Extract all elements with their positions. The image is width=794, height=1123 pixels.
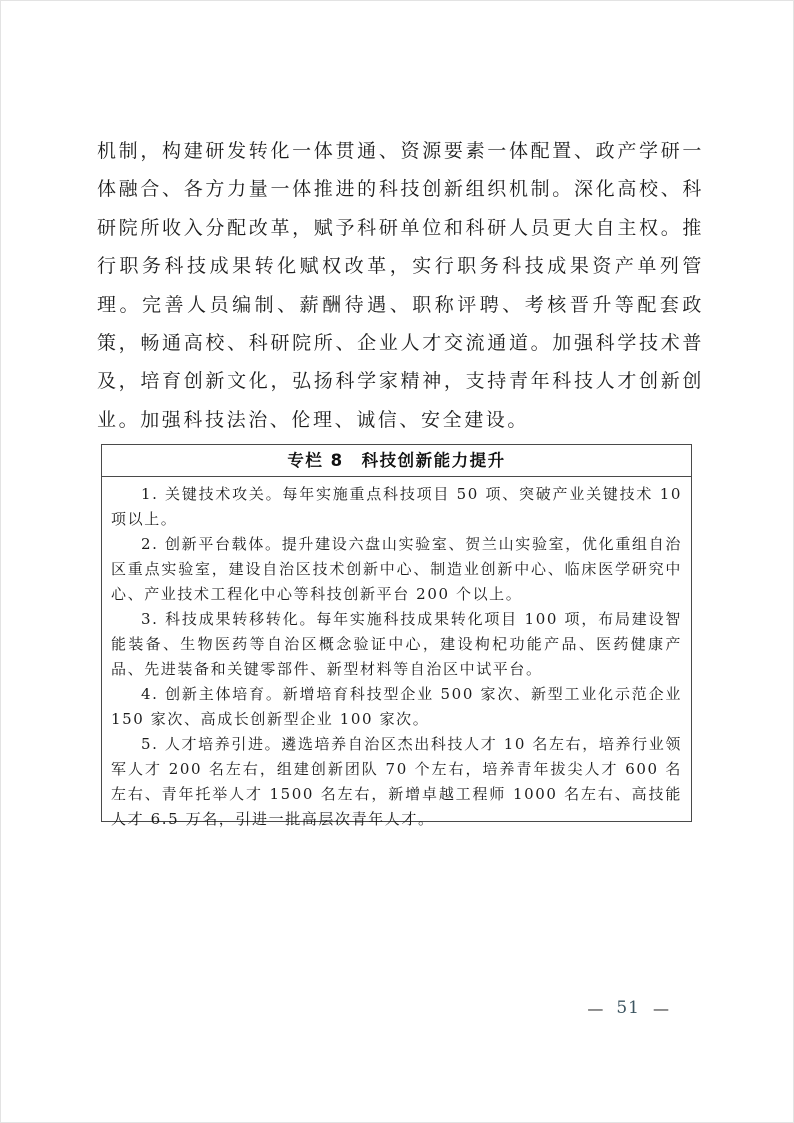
footer-dash-left: — — [587, 998, 604, 1018]
callout-box-title: 专栏 8 科技创新能力提升 — [102, 445, 691, 477]
callout-item-3: 3. 科技成果转移转化。每年实施科技成果转化项目 100 项，布局建设智能装备、生物医药等自治区概念验证中心，建设枸杞功能产品、医药健康产品、先进装备和关键零部件、新型材料等自治区中试平台。 — [111, 610, 682, 678]
callout-item-2: 2. 创新平台载体。提升建设六盘山实验室、贺兰山实验室，优化重组自治区重点实验室，建设自治区技术创新中心、制造业创新中心、临床医学研究中心、产业技术工程化中心等科技创新平台 200 个以上。 — [111, 535, 682, 603]
callout-item-1: 1. 关键技术攻关。每年实施重点科技项目 50 项、突破产业关键技术 10 项以上。 — [111, 485, 682, 528]
footer-dash-right: — — [653, 998, 669, 1018]
body-paragraph: 机制，构建研发转化一体贯通、资源要素一体配置、政产学研一体融合、各方力量一体推进的科技创新组织机制。深化高校、科研院所收入分配改革，赋予科研单位和科研人员更大自主权。推行职务科技成果转化赋权改革，实行职务科技成果资产单列管理。完善人员编制、薪酬待遇、职称评聘、考核晋升等配套政策，畅通高校、科研院所、企业人才交流通道。加强科学技术普及，培育创新文化，弘扬科学家精神，支持青年科技人才创新创业。加强科技法治、伦理、诚信、安全建设。 — [97, 140, 704, 431]
callout-box — [101, 444, 692, 828]
page-footer — [587, 998, 669, 1018]
page-number: 51 — [616, 998, 640, 1018]
callout-item-5: 5. 人才培养引进。遴选培养自治区杰出科技人才 10 名左右，培养行业领军人才 200 名左右，组建创新团队 70 个左右，培养青年拔尖人才 600 名左右、青年托举人才 1500 名左右，新增卓越工程师 1000 名左右、高技能人才 6.5 万名，引进一批高层次青年人才。 — [111, 735, 682, 828]
callout-item-4: 4. 创新主体培育。新增培育科技型企业 500 家次、新型工业化示范企业 150 家次、高成长创新型企业 100 家次。 — [111, 685, 682, 728]
callout-box-body — [102, 477, 691, 832]
